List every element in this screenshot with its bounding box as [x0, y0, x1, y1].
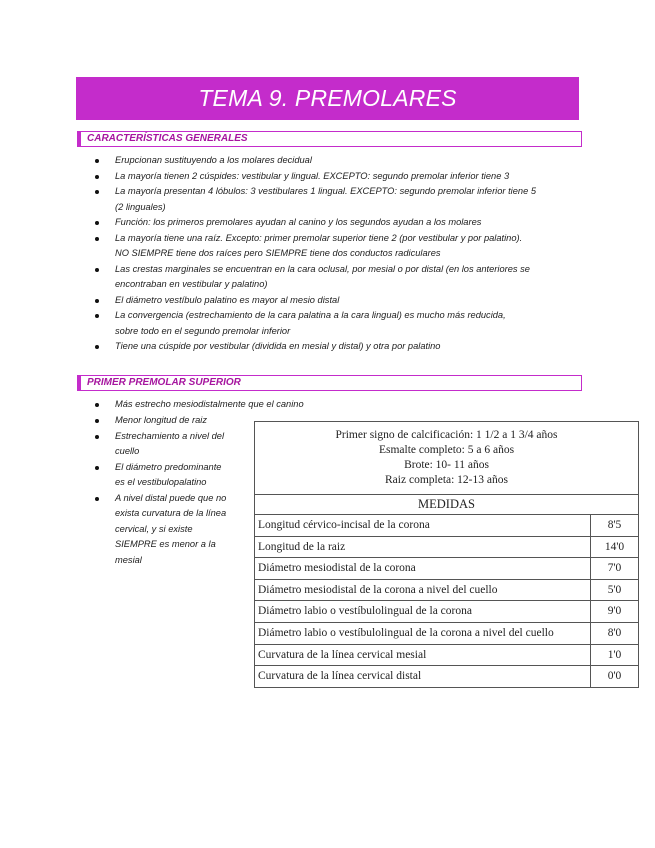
- premolar-characteristics-list: [75, 413, 255, 568]
- measurement-label: Curvatura de la línea cervical distal: [258, 670, 422, 683]
- list-item-text: La mayoría tienen 2 cúspides: vestibular y lingual. EXCEPTO: segundo premolar inferior tiene 3: [115, 170, 510, 181]
- list-item-text: Las crestas marginales se encuentran en la cara oclusal, por mesial o por distal (en los anteriores se: [115, 263, 530, 274]
- list-item-text: cervical, y si existe: [115, 523, 193, 534]
- calcification-line: Brote: 10- 11 años: [404, 459, 489, 471]
- title-banner: [76, 77, 579, 120]
- measurement-label: Longitud cérvico-incisal de la corona: [258, 519, 430, 531]
- calcification-info: [255, 422, 638, 495]
- list-item: [75, 184, 595, 215]
- table-row: [255, 580, 638, 602]
- list-item-text: La mayoría presentan 4 lóbulos: 3 vestibulares 1 lingual. EXCEPTO: segundo premolar inferior tiene 5: [115, 186, 537, 196]
- general-characteristics-list: [75, 153, 595, 355]
- list-item: [75, 308, 595, 339]
- list-item-text: mesial: [115, 554, 142, 565]
- measurement-value: 0'0: [590, 666, 638, 687]
- list-item: Más estrecho mesiodistalmente que el canino: [75, 397, 415, 413]
- list-item-text: es el vestibulopalatino: [115, 477, 207, 487]
- measurements-header: MEDIDAS: [255, 495, 638, 515]
- measurement-label: Diámetro mesiodistal de la corona a nivel del cuello: [258, 583, 498, 596]
- list-item: [75, 460, 255, 491]
- table-row: [255, 537, 638, 559]
- section-header-primer-premolar: PRIMER PREMOLAR SUPERIOR: [77, 375, 582, 391]
- list-item: [75, 491, 255, 569]
- list-item-text: Erupcionan sustituyendo a los molares decidual: [115, 155, 312, 165]
- list-item: [75, 153, 595, 169]
- list-item-text: SIEMPRE es menor a la: [115, 539, 216, 549]
- measurements-table: [254, 421, 639, 688]
- table-row: [255, 601, 638, 623]
- measurement-value: 7'0: [590, 558, 638, 579]
- measurement-value: 9'0: [590, 601, 638, 622]
- table-row: [255, 645, 638, 667]
- measurement-label: Diámetro labio o vestíbulolingual de la corona a nivel del cuello: [258, 626, 554, 639]
- measurement-value: 8'0: [590, 623, 638, 644]
- list-item: [75, 339, 595, 355]
- calcification-line: Esmalte completo: 5 a 6 años: [378, 444, 515, 456]
- list-item: [75, 429, 255, 460]
- list-item-text: Estrechamiento a nivel del: [115, 430, 225, 441]
- list-item-text: El diámetro predominante: [115, 461, 222, 472]
- list-item-text: cuello: [115, 446, 140, 456]
- calcification-line: Raiz completa: 12-13 años: [385, 474, 508, 486]
- table-row: [255, 558, 638, 580]
- measurement-value: 8'5: [590, 515, 638, 536]
- measurement-label: Curvatura de la línea cervical mesial: [258, 648, 427, 661]
- measurement-label: Diámetro labio o vestíbulolingual de la corona: [258, 605, 472, 618]
- list-item-text: La mayoría tiene una raíz. Excepto: primer premolar superior tiene 2 (por vestibular y por palatino).: [115, 232, 523, 243]
- list-item-text: encontraban en vestibular y palatino): [115, 279, 268, 289]
- table-row: [255, 623, 638, 645]
- table-row: [255, 666, 638, 687]
- measurement-value: 14'0: [590, 537, 638, 558]
- list-item: [75, 215, 595, 231]
- page-title: TEMA 9. PREMOLARES: [198, 85, 457, 111]
- list-item-text: sobre todo en el segundo premolar inferior: [115, 325, 291, 336]
- list-item: [75, 293, 595, 309]
- measurement-label: Longitud de la raiz: [258, 540, 346, 553]
- list-item-text: exista curvatura de la línea: [115, 508, 227, 518]
- list-item: [75, 413, 255, 429]
- list-item-text: Tiene una cúspide por vestibular (dividida en mesial y distal) y otra por palatino: [115, 341, 441, 351]
- measurement-label: Diámetro mesiodistal de la corona: [258, 562, 416, 575]
- list-item-text: El diámetro vestíbulo palatino es mayor al mesio distal: [115, 294, 340, 305]
- list-item: [75, 169, 595, 185]
- list-item-text: A nivel distal puede que no: [115, 492, 227, 503]
- list-item-text: Menor longitud de raiz: [115, 415, 207, 425]
- section-header-caracteristicas: CARACTERÍSTICAS GENERALES: [77, 131, 582, 147]
- list-item-text: Función: los primeros premolares ayudan al canino y los segundos ayudan a los molares: [115, 217, 482, 227]
- calcification-line: Primer signo de calcificación: 1 1/2 a 1 3/4 años: [335, 429, 558, 441]
- premolar-first-item-list: [75, 397, 415, 413]
- list-item-text: La convergencia (estrechamiento de la cara palatina a la cara lingual) es mucho más reducida,: [115, 310, 506, 320]
- list-item-text: (2 linguales): [115, 201, 166, 212]
- measurement-value: 1'0: [590, 645, 638, 666]
- list-item-text: NO SIEMPRE tiene dos raíces pero SIEMPRE tiene dos conductos radiculares: [115, 248, 441, 258]
- list-item: [75, 262, 595, 293]
- list-item: [75, 231, 595, 262]
- table-row: [255, 515, 638, 537]
- measurement-value: 5'0: [590, 580, 638, 601]
